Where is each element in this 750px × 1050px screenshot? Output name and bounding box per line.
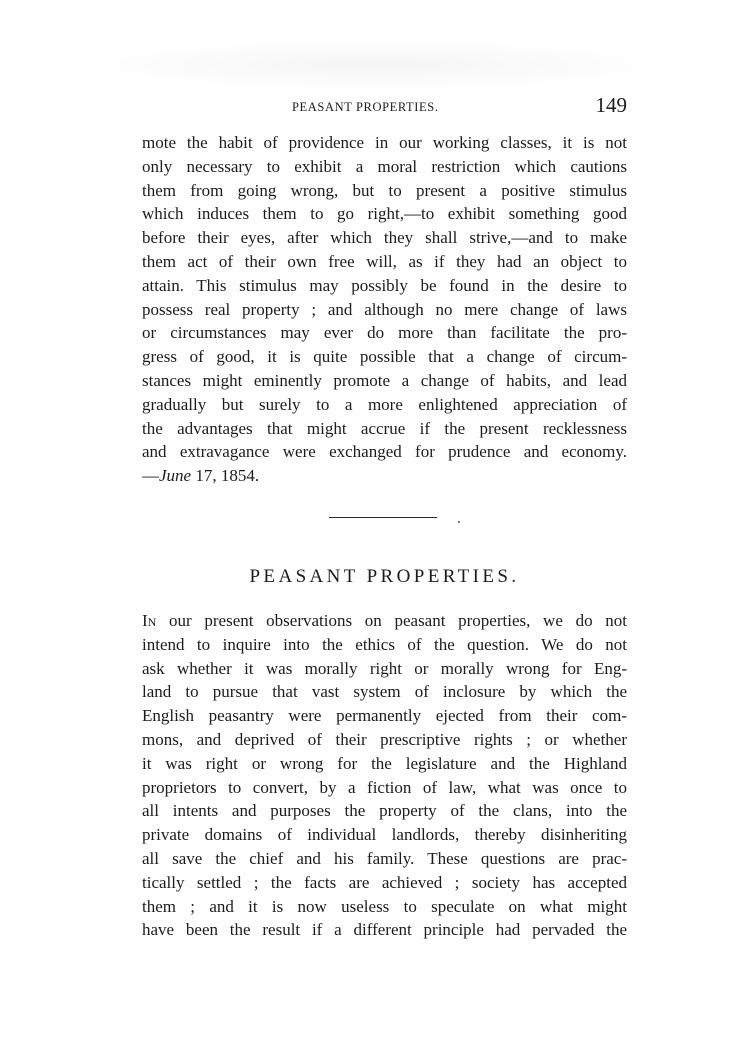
text-line: the advantages that might accrue if the present recklessness [142, 418, 627, 438]
text-line: mote the habit of providence in our working classes, it is not [142, 133, 627, 152]
page-stain [95, 40, 655, 90]
ink-speck [458, 521, 460, 523]
paragraph-continued [142, 131, 627, 488]
text-line: possess real property ; and although no mere change of laws [142, 299, 627, 319]
text-line: before their eyes, after which they shall strive,—and to make [142, 228, 627, 248]
text-line: intend to inquire into the ethics of the question. We do not [142, 634, 627, 654]
text-line: and extravagance were exchanged for prudence and economy. [142, 442, 627, 462]
text-line: gress of good, it is quite possible that a change of circum- [142, 347, 627, 367]
text-line: mons, and deprived of their prescriptive rights ; or whether [142, 729, 627, 749]
opening-word: In [142, 611, 157, 630]
text-line: only necessary to exhibit a moral restriction which cautions [142, 156, 627, 176]
text-line: or circumstances may ever do more than facilitate the pro- [142, 323, 627, 343]
dateline [142, 464, 627, 488]
text-line: it was right or wrong for the legislature and the Highland [142, 753, 627, 773]
first-line-rest: our present observations on peasant properties, we do not [156, 611, 627, 630]
text-line: ask whether it was morally right or morally wrong for Eng- [142, 658, 627, 678]
text-line: private domains of individual landlords, thereby disinheriting [142, 825, 627, 845]
running-head [142, 93, 627, 120]
dateline-rest: 17, 1854. [191, 466, 260, 486]
text-line: have been the result if a different principle had pervaded the [142, 920, 627, 940]
text-line: gradually but surely to a more enlightened appreciation of [142, 394, 627, 414]
text-line: tically settled ; the facts are achieved ; society has accepted [142, 872, 627, 892]
text-line: which induces them to go right,—to exhibit something good [142, 204, 627, 224]
text-line: proprietors to convert, by a fiction of law, what was once to [142, 777, 627, 797]
text-line: them ; and it is now useless to speculate on what might [142, 896, 627, 916]
dateline-dash: — [142, 466, 159, 486]
text-line: land to pursue that vast system of inclosure by which the [142, 682, 627, 702]
text-line: attain. This stimulus may possibly be found in the desire to [142, 275, 627, 295]
dateline-month: June [159, 466, 192, 486]
text-line: English peasantry were permanently ejected from their com- [142, 706, 627, 726]
text-line: all save the chief and his family. These questions are prac- [142, 848, 627, 868]
paragraph-opening [142, 609, 627, 942]
text-line: all intents and purposes the property of the clans, into the [142, 801, 627, 821]
section-heading: PEASANT PROPERTIES. [249, 566, 520, 587]
text-line: them from going wrong, but to present a positive stimulus [142, 180, 627, 200]
text-line [142, 609, 627, 633]
page-number: 149 [595, 93, 627, 117]
running-title: PEASANT PROPERTIES. [292, 100, 439, 114]
text-line: them act of their own free will, as if they had an object to [142, 251, 627, 271]
section-divider [329, 517, 437, 518]
text-line: stances might eminently promote a change of habits, and lead [142, 370, 627, 390]
